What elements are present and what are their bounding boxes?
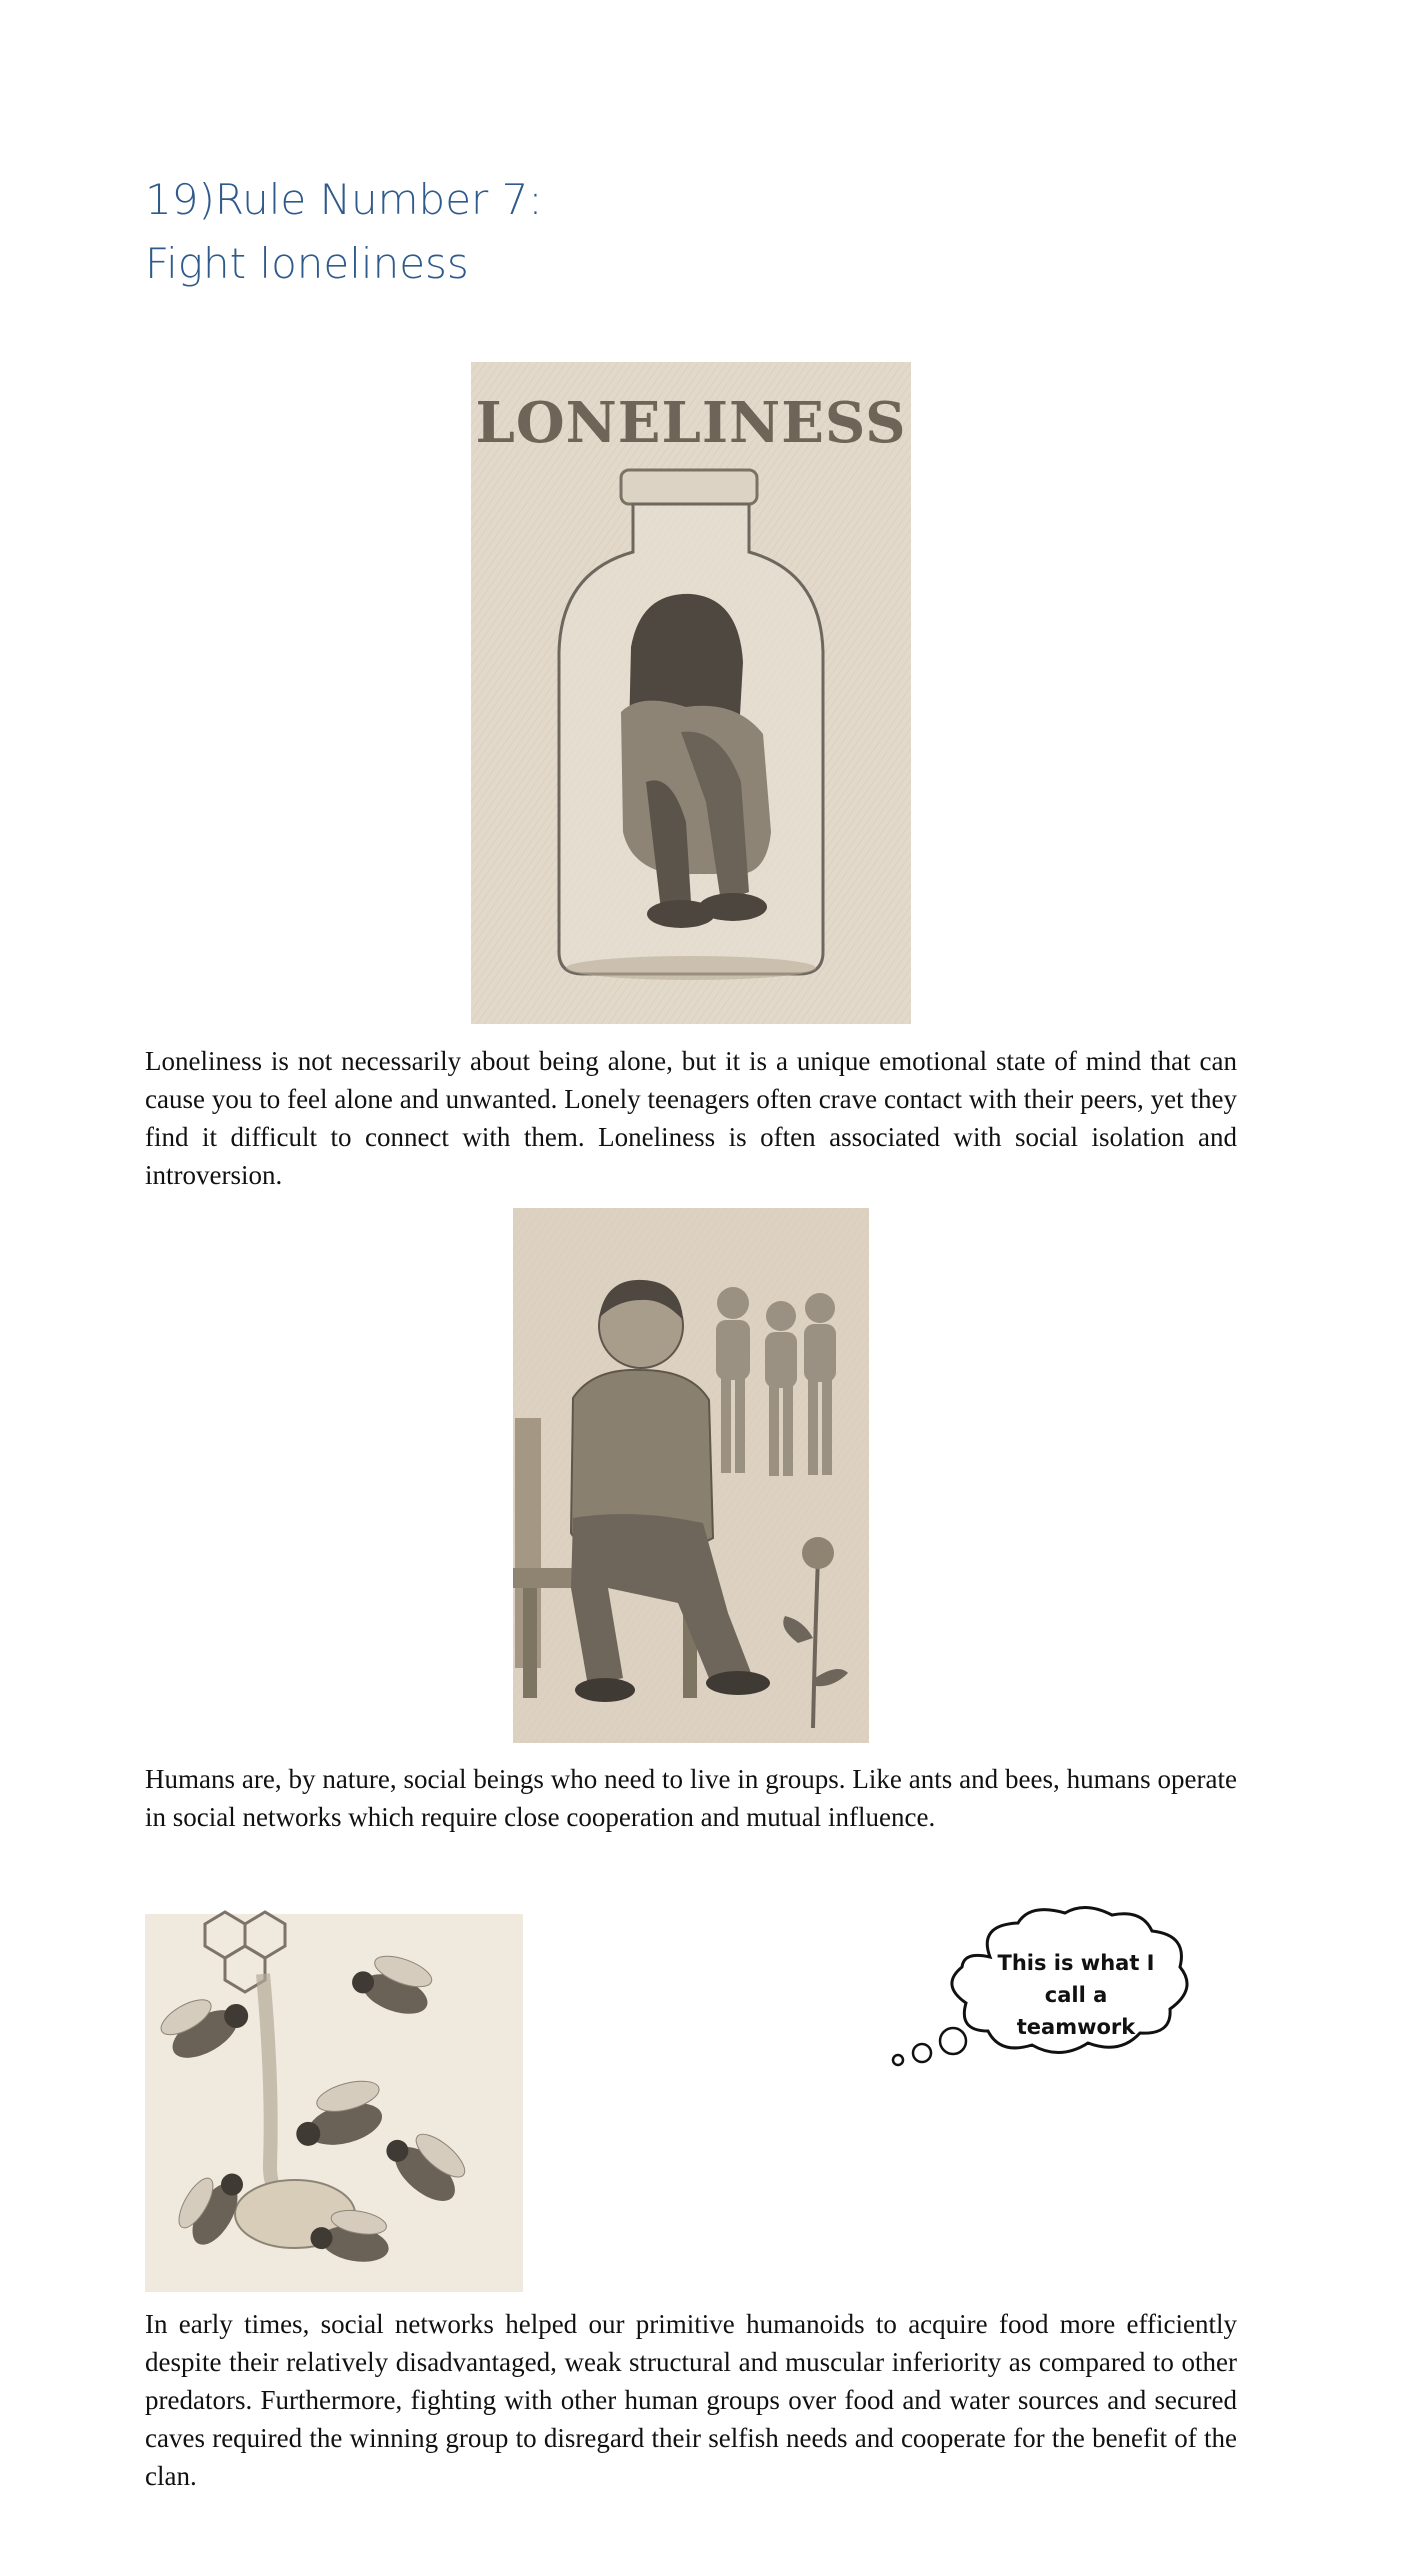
thought-bubble [880, 1905, 1240, 2085]
paragraph-social-beings: Humans are, by nature, social beings who need to live in groups. Like ants and bees, humans operate in social networks which require close cooperation and mutual influence. [145, 1764, 1237, 1832]
thought-bubble-text: This is what I call a teamwork [997, 1951, 1155, 2039]
loneliness-illustration [471, 362, 911, 1024]
paragraph-loneliness: Loneliness is not necessarily about being alone, but it is a unique emotional state of mind that can cause you to feel alone and unwanted. Lonely teenagers often crave contact with their peers, yet they find it difficult to connect with them. Loneliness is often associated with social isolation and introversion. [145, 1046, 1237, 1190]
bench-boy-illustration [513, 1208, 869, 1743]
chapter-heading [145, 168, 543, 296]
bottle-sketch [471, 362, 911, 1024]
loneliness-word: LONELINESS [475, 390, 907, 456]
paragraph-early-times: In early times, social networks helped our primitive humanoids to acquire food more efficiently despite their relatively disadvantaged, weak structural and muscular inferiority as compared to other predators. Furthermore, fighting with other human groups over food and water sources and secured caves required the winning group to disregard their selfish needs and cooperate for the benefit of the clan. [145, 2309, 1237, 2491]
bees-illustration [145, 1914, 523, 2292]
bench-sketch [513, 1208, 869, 1743]
chapter-heading-line-2: Fight loneliness [145, 239, 469, 288]
bees-sketch [145, 1914, 523, 2292]
chapter-heading-line-1: 19)Rule Number 7: [145, 175, 543, 224]
